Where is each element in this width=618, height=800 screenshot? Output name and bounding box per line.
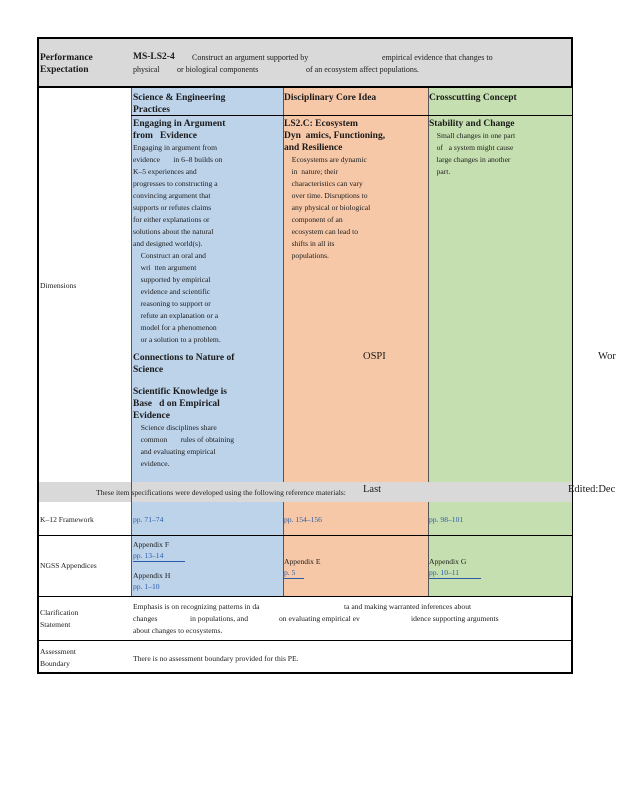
boundary-label-2: Boundary: [40, 659, 70, 668]
dci-line: shifts in all its: [284, 239, 335, 248]
sep-line: progresses to constructing a: [133, 179, 218, 188]
nos-heading-1: Connections to Nature of: [133, 353, 235, 363]
ccc-content: [429, 92, 571, 178]
ngss-sep-appendix-f-pages[interactable]: pp. 13–14: [133, 550, 185, 562]
sep-line: Construct an oral and: [133, 251, 202, 260]
k12-sep-pages[interactable]: pp. 71–74: [133, 515, 164, 524]
ngss-sep-appendix-h-pages[interactable]: pp. 1–10: [133, 582, 160, 591]
clarification-text-7: about changes to ecosystems.: [133, 626, 223, 635]
clarification-text-2: ta and making warranted inferences about: [344, 602, 472, 611]
sep-line: Engaging in argument from: [133, 143, 218, 152]
sep-content: [133, 92, 281, 470]
sep-header-2: Practices: [133, 105, 170, 115]
pe-text-1: Construct an argument supported by: [192, 53, 309, 62]
sep-line: evidence and scientific: [133, 287, 211, 296]
clarification-label-1: Clarification: [40, 608, 79, 617]
sep-line: convincing argument that: [133, 191, 211, 200]
boundary-label-1: Assessment: [40, 647, 76, 656]
watermark-wor: Wor: [598, 351, 616, 362]
ngss-ccc-appendix-g-pages[interactable]: pp. 10–11: [429, 567, 481, 579]
sep-line: solutions about the natural: [133, 227, 214, 236]
sk-line: common rules of obtaining: [133, 435, 235, 444]
watermark-last: Last: [363, 484, 382, 495]
col-divider-1: [131, 88, 132, 596]
sep-line: or a solution to a problem.: [133, 335, 221, 344]
pe-label-line-2: Expectation: [40, 65, 89, 75]
dci-line: any physical or biological: [284, 203, 371, 212]
sep-line: refute an explanation or a: [133, 311, 219, 320]
sk-heading-3: Evidence: [133, 411, 170, 421]
sep-line: K–5 experiences and: [133, 167, 197, 176]
ngss-sep-appendix-f: Appendix F: [133, 540, 170, 549]
ccc-line: of a system might cause: [429, 143, 514, 152]
sep-line: for either explanations or: [133, 215, 210, 224]
pe-text-3: physical: [133, 65, 160, 74]
sk-line: and evaluating empirical: [133, 447, 216, 456]
sk-line: evidence.: [133, 459, 170, 468]
pe-code: MS-LS2-4: [133, 52, 175, 62]
sep-line: supports or refutes claims: [133, 203, 212, 212]
pe-label-line-1: Performance: [40, 53, 93, 63]
watermark-ospi: OSPI: [363, 351, 386, 362]
dci-sub-3: and Resilience: [284, 143, 343, 153]
dci-text: [284, 154, 426, 262]
sep-text: [133, 142, 281, 346]
ngss-label: NGSS Appendices: [40, 561, 97, 570]
sep-sub-1: Engaging in Argument: [133, 119, 226, 129]
watermark-edited: Edited:Dec: [568, 484, 616, 495]
sep-line: evidence in 6–8 builds on: [133, 155, 223, 164]
clarification-text-1: Emphasis is on recognizing patterns in da: [133, 602, 260, 611]
ngss-sep-appendix-h: Appendix H: [133, 571, 171, 580]
ccc-sub: Stability and Change: [429, 119, 515, 129]
dci-line: characteristics can vary: [284, 179, 363, 188]
pe-text-4: or biological components: [177, 65, 259, 74]
sep-line: and designed world(s).: [133, 239, 203, 248]
sep-header-1: Science & Engineering: [133, 93, 226, 103]
ngss-dci-appendix-e-pages[interactable]: p. 5: [284, 567, 304, 579]
ccc-line: large changes in another: [429, 155, 511, 164]
ccc-line: part.: [429, 167, 451, 176]
dci-line: ecosystem can lead to: [284, 227, 359, 236]
sk-line: Science disciplines share: [133, 423, 213, 432]
pe-text-5: of an ecosystem affect populations.: [306, 65, 419, 74]
sep-sub-2: from Evidence: [133, 131, 197, 141]
dci-sub-1: LS2.C: Ecosystem: [284, 119, 358, 129]
dci-line: Ecosystems are dynamic: [284, 155, 363, 164]
pe-text-2: empirical evidence that changes to: [382, 53, 493, 62]
dci-content: [284, 92, 426, 262]
dci-sub-2: Dyn amics, Functioning,: [284, 131, 386, 141]
clarification-label-2: Statement: [40, 620, 71, 629]
ccc-line: Small changes in one part: [429, 131, 512, 140]
sep-line: reasoning to support or: [133, 299, 211, 308]
k12-dci-pages[interactable]: pp. 154–156: [284, 515, 322, 524]
dci-line: over time. Disruptions to: [284, 191, 368, 200]
ccc-text: [429, 130, 571, 178]
k12-ccc-pages[interactable]: pp. 98–101: [429, 515, 464, 524]
clarification-text-6: idence supporting arguments: [411, 614, 499, 623]
row-divider-ngss: [39, 596, 572, 597]
ngss-ccc-appendix-g: Appendix G: [429, 557, 467, 566]
dci-header: Disciplinary Core Idea: [284, 93, 377, 103]
dci-line: component of an: [284, 215, 343, 224]
k12-label: K–12 Framework: [40, 515, 94, 524]
sk-heading-1: Scientific Knowledge is: [133, 387, 227, 397]
sep-line: wri tten argument: [133, 263, 197, 272]
row-divider-clarification: [39, 640, 572, 641]
ngss-dci-appendix-e: Appendix E: [284, 557, 321, 566]
sep-line: supported by empirical: [133, 275, 211, 284]
clarification-text-5: on evaluating empirical ev: [279, 614, 360, 623]
nos-heading-2: Science: [133, 365, 164, 375]
dimensions-label: Dimensions: [40, 281, 77, 290]
pe-label: [40, 52, 120, 76]
reference-note: These item specifications were developed using the following reference materials:: [96, 488, 346, 497]
row-divider-k12: [39, 535, 572, 536]
dci-line: in nature; their: [284, 167, 339, 176]
sk-heading-2: Base d on Empirical: [133, 399, 220, 409]
dci-line: populations.: [284, 251, 329, 260]
ccc-header: Crosscutting Concept: [429, 93, 517, 103]
boundary-text: There is no assessment boundary provided for this PE.: [133, 654, 299, 663]
sk-text: [133, 422, 281, 470]
clarification-text-4: in populations, and: [190, 614, 249, 623]
sep-line: model for a phenomenon: [133, 323, 217, 332]
clarification-text-3: changes: [133, 614, 158, 623]
